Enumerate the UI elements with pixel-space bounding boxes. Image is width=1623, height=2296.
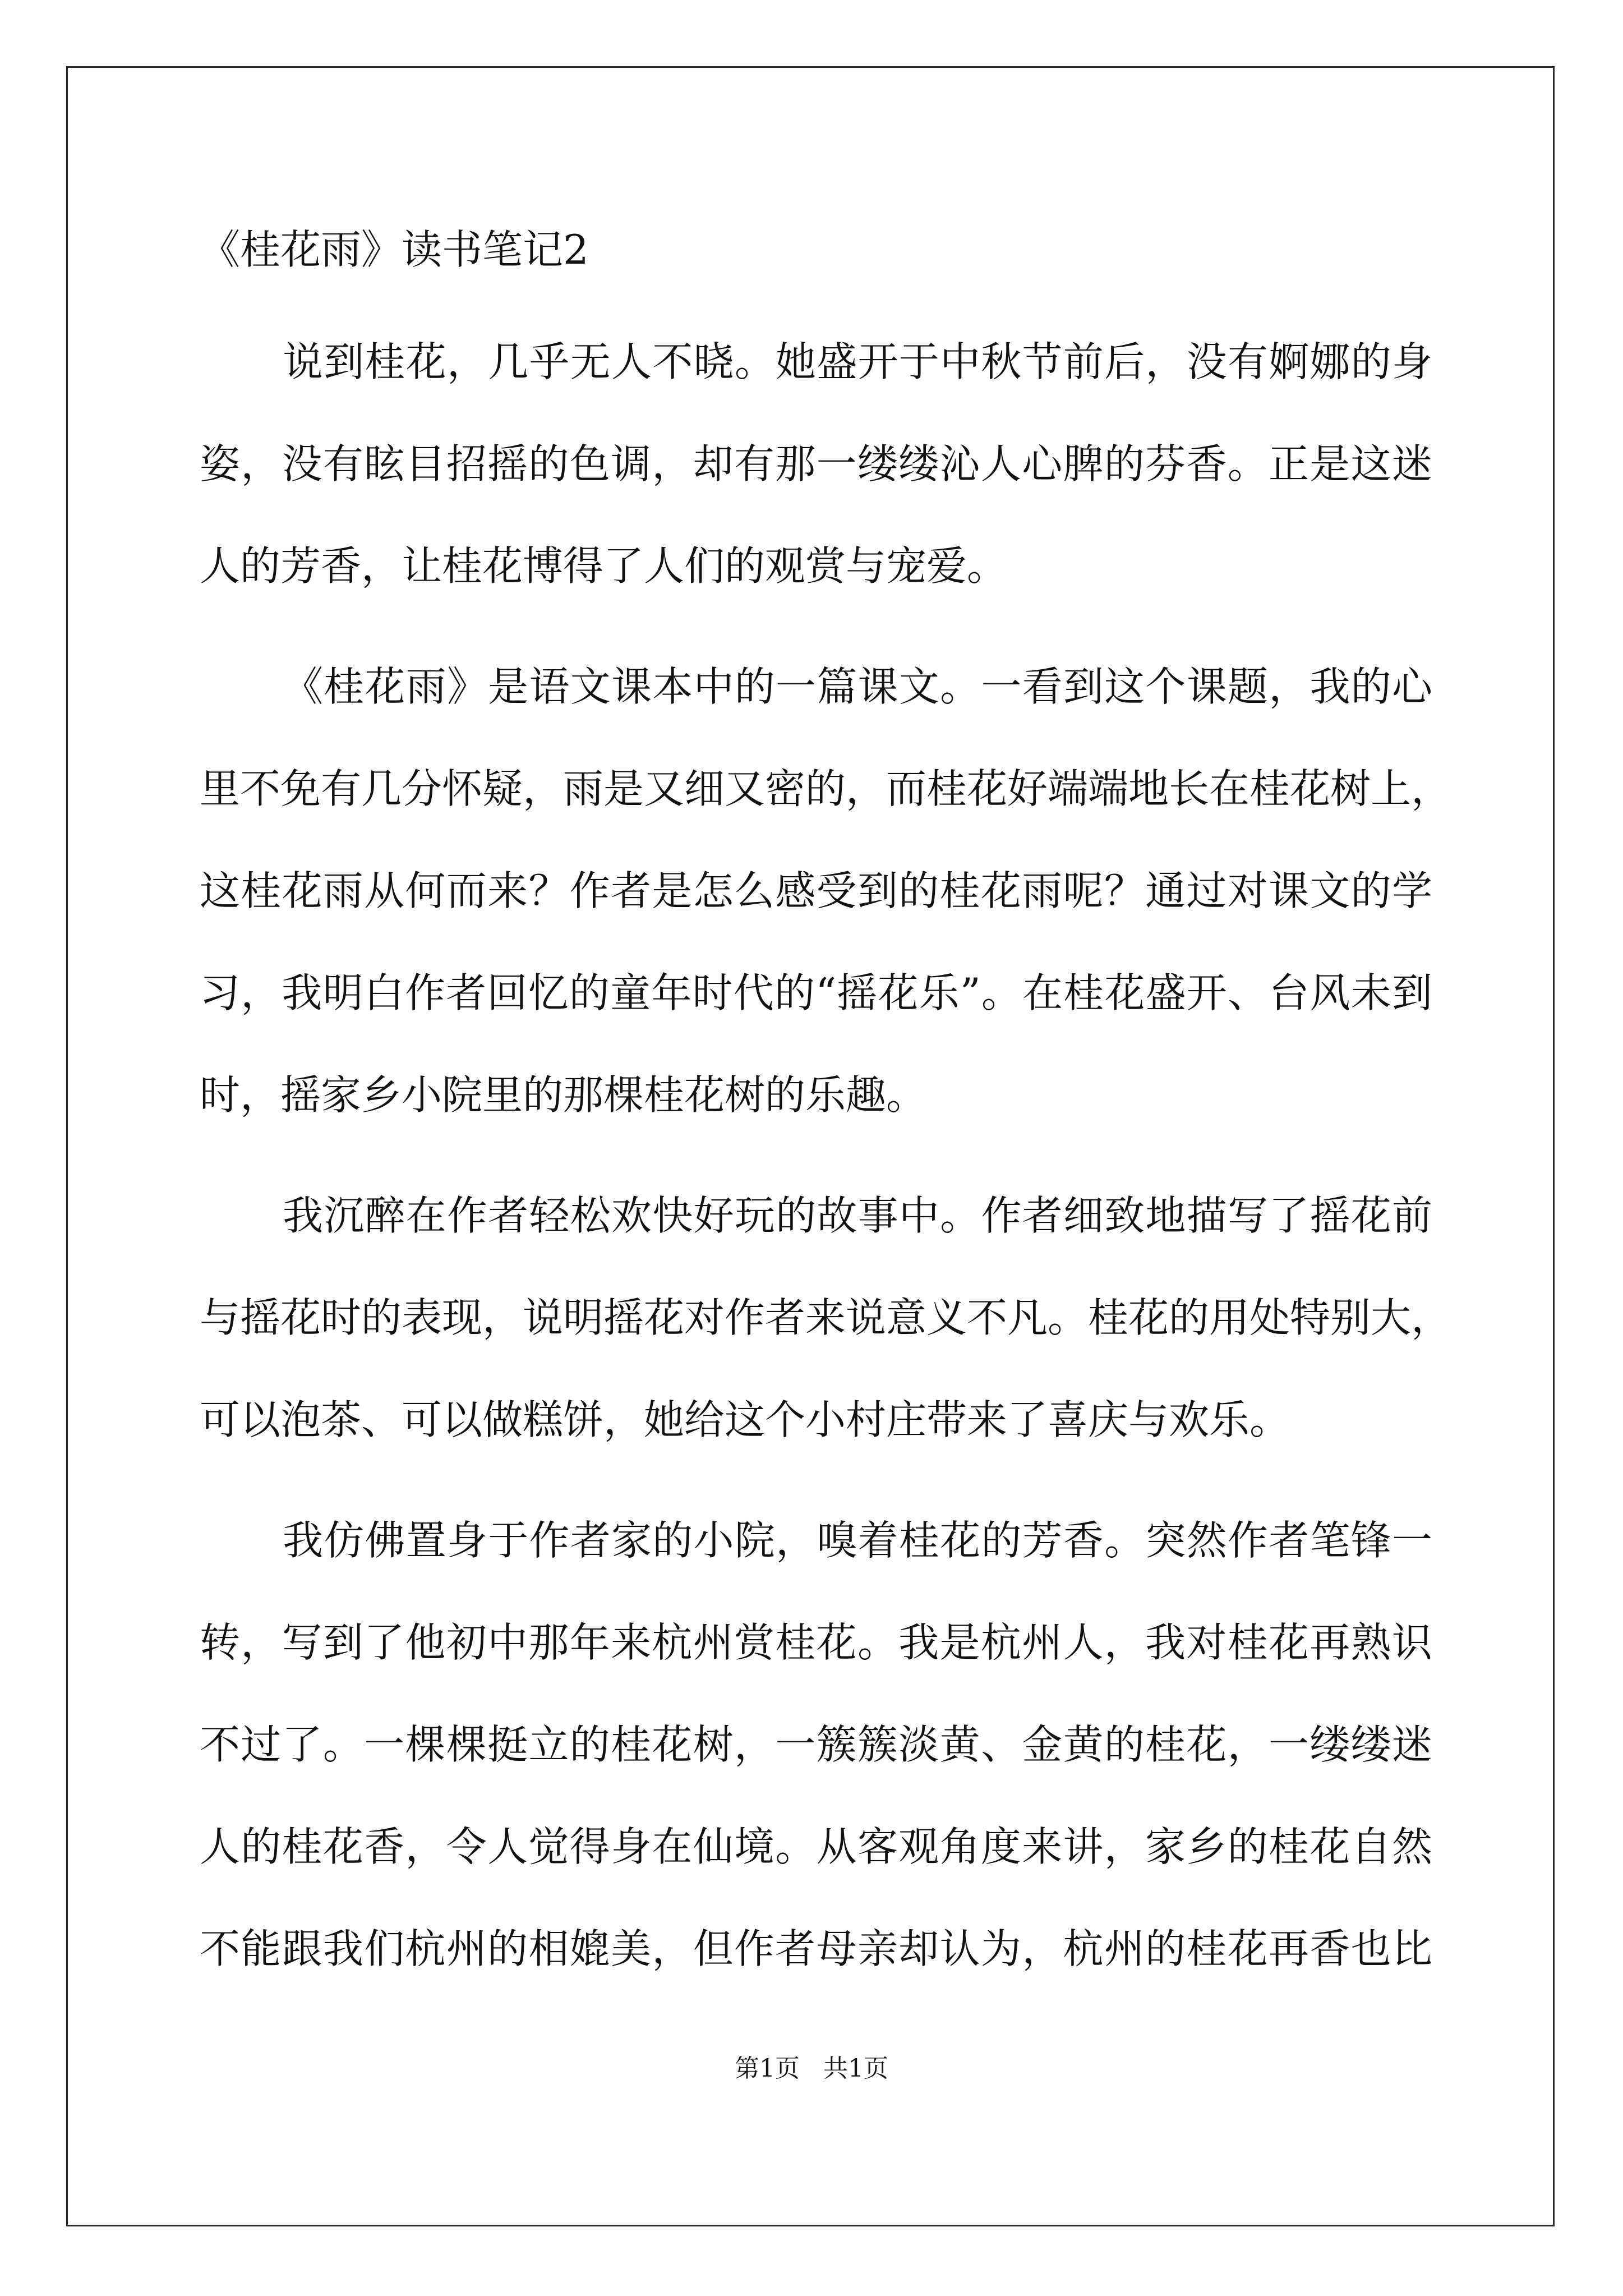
paragraph-2-line-4: 习，我明白作者回忆的童年时代的“摇花乐”。在桂花盛开、台风未到 <box>200 969 1432 1016</box>
page-footer: 第1页 共1页 <box>735 2054 888 2083</box>
paragraph-3-line-3: 可以泡茶、可以做糕饼，她给这个小村庄带来了喜庆与欢乐。 <box>200 1396 1290 1443</box>
paragraph-4-line-4: 人的桂花香，令人觉得身在仙境。从客观角度来讲，家乡的桂花自然 <box>200 1823 1432 1870</box>
paragraph-1-line-3: 人的芳香，让桂花博得了人们的观赏与宠爱。 <box>200 542 1008 590</box>
paragraph-3-line-2: 与摇花时的表现，说明摇花对作者来说意义不凡。桂花的用处特别大， <box>200 1294 1452 1341</box>
paragraph-4-line-5: 不能跟我们杭州的相媲美，但作者母亲却认为，杭州的桂花再香也比 <box>200 1925 1432 1972</box>
paragraph-2-line-3: 这桂花雨从何而来？作者是怎么感受到的桂花雨呢？通过对课文的学 <box>200 867 1432 914</box>
document-title: 《桂花雨》读书笔记2 <box>200 226 589 273</box>
paragraph-1-line-2: 姿，没有眩目招摇的色调，却有那一缕缕沁人心脾的芬香。正是这迷 <box>200 440 1432 487</box>
paragraph-2-line-5: 时，摇家乡小院里的那棵桂花树的乐趣。 <box>200 1071 927 1119</box>
paragraph-3-line-1: 我沉醉在作者轻松欢快好玩的故事中。作者细致地描写了摇花前 <box>283 1192 1432 1239</box>
paragraph-2-line-2: 里不免有几分怀疑，雨是又细又密的，而桂花好端端地长在桂花树上， <box>200 765 1452 812</box>
paragraph-4-line-3: 不过了。一棵棵挺立的桂花树，一簇簇淡黄、金黄的桂花，一缕缕迷 <box>200 1721 1432 1768</box>
paragraph-4-line-1: 我仿佛置身于作者家的小院，嗅着桂花的芳香。突然作者笔锋一 <box>283 1517 1432 1564</box>
paragraph-4-line-2: 转，写到了他初中那年来杭州赏桂花。我是杭州人，我对桂花再熟识 <box>200 1619 1432 1666</box>
paragraph-2-line-1: 《桂花雨》是语文课本中的一篇课文。一看到这个课题，我的心 <box>283 663 1432 710</box>
paragraph-1-line-1: 说到桂花，几乎无人不晓。她盛开于中秋节前后，没有婀娜的身 <box>283 338 1432 385</box>
